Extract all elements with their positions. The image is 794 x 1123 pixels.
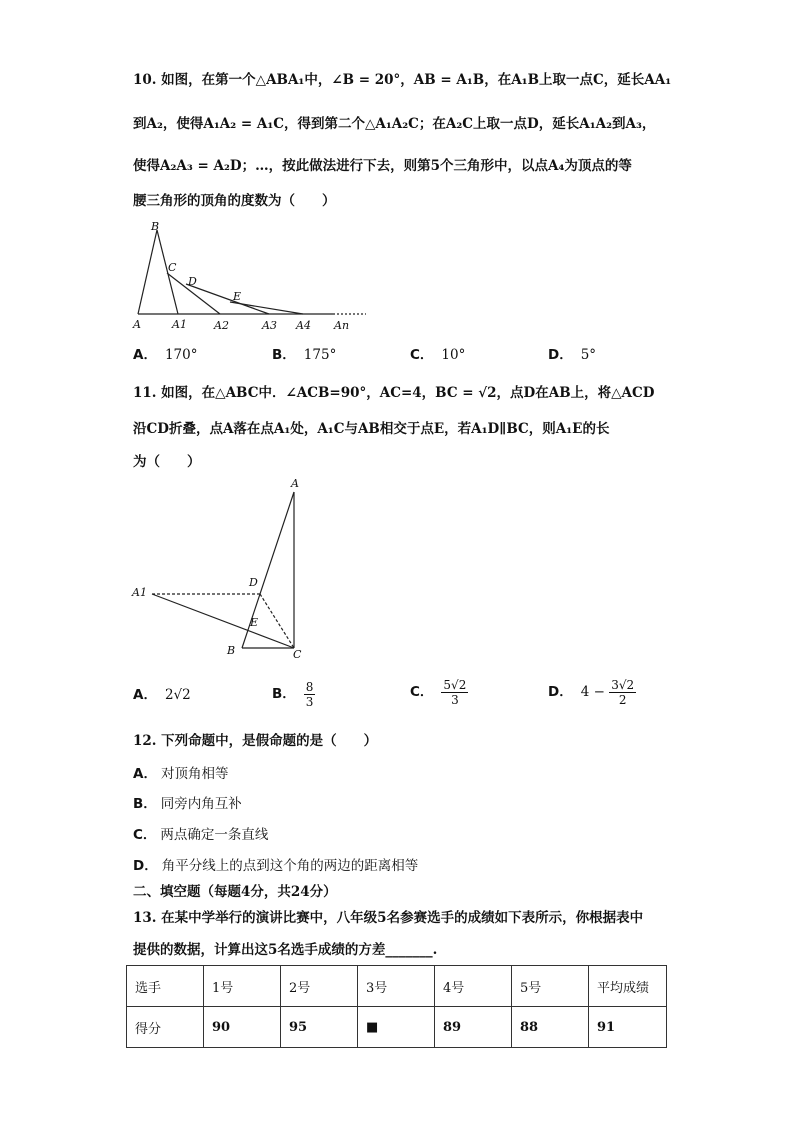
q11-line-1: 11. 如图，在△ABC中．∠ACB=90°，AC=4，BC = √2，点D在AB上，将△ACD	[133, 385, 655, 401]
q11-option-b[interactable]	[272, 680, 315, 709]
q10-line-1: 10. 如图，在第一个△ABA₁中，∠B = 20°，AB = A₁B，在A₁B上取一点C，延长AA₁	[133, 72, 672, 88]
q11-option-d[interactable]	[548, 678, 636, 707]
q13-line-1: 13. 在某中学举行的演讲比赛中，八年级5名参赛选手的成绩如下表所示，你根据表中	[133, 910, 644, 926]
table-cell: 88	[512, 1007, 589, 1048]
q10-figure	[128, 218, 378, 336]
fig11-label-A: A	[291, 477, 299, 490]
q11-figure	[128, 470, 328, 665]
table-header-row	[127, 966, 667, 1007]
option-label: C．	[410, 684, 434, 700]
fraction	[304, 680, 316, 709]
option-label: A．	[133, 687, 157, 703]
table-cell: 3号	[358, 966, 435, 1007]
denominator: 3	[451, 693, 459, 707]
table-cell: 89	[435, 1007, 512, 1048]
option-text: 170°	[164, 347, 198, 363]
fig11-label-E: E	[250, 616, 259, 629]
table-cell: 5号	[512, 966, 589, 1007]
q11-option-a[interactable]	[133, 685, 191, 705]
q10-line-2: 到A₂，使得A₁A₂ = A₁C，得到第二个△A₁A₂C；在A₂C上取一点D，延长A₁A₂到A₃，	[133, 116, 656, 132]
q12-option-d[interactable]	[133, 856, 418, 876]
option-label: B．	[272, 347, 296, 363]
table-cell: 4号	[435, 966, 512, 1007]
q13-line-2: 提供的数据，计算出这5名选手成绩的方差_______.	[133, 942, 438, 958]
numerator: 3√2	[611, 678, 635, 692]
q12-stem: 12. 下列命题中，是假命题的是（ ）	[133, 733, 378, 749]
option-text: 同旁内角互补	[160, 796, 242, 812]
table-cell: 平均成绩	[589, 966, 667, 1007]
option-text: 5°	[580, 347, 597, 363]
fig10-label-A: A	[133, 318, 141, 331]
fig10-label-A2: A2	[214, 319, 229, 332]
fig10-label-A1: A1	[172, 318, 187, 331]
fig10-label-E: E	[233, 290, 242, 303]
fig10-label-C: C	[168, 261, 177, 274]
table-cell: 1号	[204, 966, 281, 1007]
q10-line-4: 腰三角形的顶角的度数为（ ）	[133, 193, 336, 209]
table-row	[127, 1007, 667, 1048]
option-text: 两点确定一条直线	[160, 827, 269, 843]
fraction	[609, 678, 636, 707]
q10-option-b[interactable]	[272, 345, 336, 365]
numerator: 5√2	[443, 678, 467, 692]
q12-option-c[interactable]	[133, 825, 268, 845]
fig10-label-A4: A4	[296, 319, 311, 332]
option-text: 10°	[441, 347, 466, 363]
q10-option-d[interactable]	[548, 345, 596, 365]
option-label: D．	[548, 684, 573, 700]
q10-option-a[interactable]	[133, 345, 197, 365]
denominator: 3	[305, 695, 314, 709]
fig10-label-D: D	[188, 275, 197, 288]
q10-line-3: 使得A₂A₃ = A₂D；…，按此做法进行下去，则第5个三角形中，以点A₄为顶点的等	[133, 158, 632, 174]
option-label: D．	[133, 858, 158, 874]
option-prefix: 4 −	[580, 684, 605, 700]
option-text: 角平分线上的点到这个角的两边的距离相等	[161, 858, 419, 874]
option-text: 175°	[303, 347, 337, 363]
fig10-label-An: An	[334, 319, 350, 332]
option-text: 2√2	[164, 687, 191, 703]
fig10-label-B: B	[151, 220, 160, 233]
fig11-label-D: D	[249, 576, 258, 589]
table-cell: 选手	[127, 966, 204, 1007]
table-cell: 2号	[281, 966, 358, 1007]
option-label: A．	[133, 347, 157, 363]
option-label: A．	[133, 766, 157, 782]
option-label: B．	[133, 796, 157, 812]
option-label: D．	[548, 347, 573, 363]
option-text: 对顶角相等	[160, 766, 229, 782]
option-label: B．	[272, 686, 296, 702]
q12-option-b[interactable]	[133, 794, 242, 814]
table-cell: 90	[204, 1007, 281, 1048]
fig11-label-C: C	[293, 648, 302, 661]
numerator: 8	[305, 680, 314, 694]
table-cell: 91	[589, 1007, 667, 1048]
q11-line-2: 沿CD折叠，点A落在点A₁处，A₁C与AB相交于点E，若A₁D∥BC，则A₁E的长	[133, 421, 610, 437]
table-cell: 得分	[127, 1007, 204, 1048]
table-cell: 95	[281, 1007, 358, 1048]
fraction	[441, 678, 468, 707]
scores-table	[126, 965, 667, 1048]
q10-option-c[interactable]	[410, 345, 465, 365]
section-heading: 二、填空题（每题4分，共24分）	[133, 884, 337, 900]
fig11-label-B: B	[227, 644, 236, 657]
option-label: C．	[410, 347, 434, 363]
q11-line-3: 为（ ）	[133, 454, 201, 470]
option-label: C．	[133, 827, 157, 843]
fig10-label-A3: A3	[262, 319, 277, 332]
q12-option-a[interactable]	[133, 764, 228, 784]
table-cell: ■	[358, 1007, 435, 1048]
q11-option-c[interactable]	[410, 678, 468, 707]
fig11-label-A1: A1	[132, 586, 147, 599]
denominator: 2	[618, 693, 627, 707]
